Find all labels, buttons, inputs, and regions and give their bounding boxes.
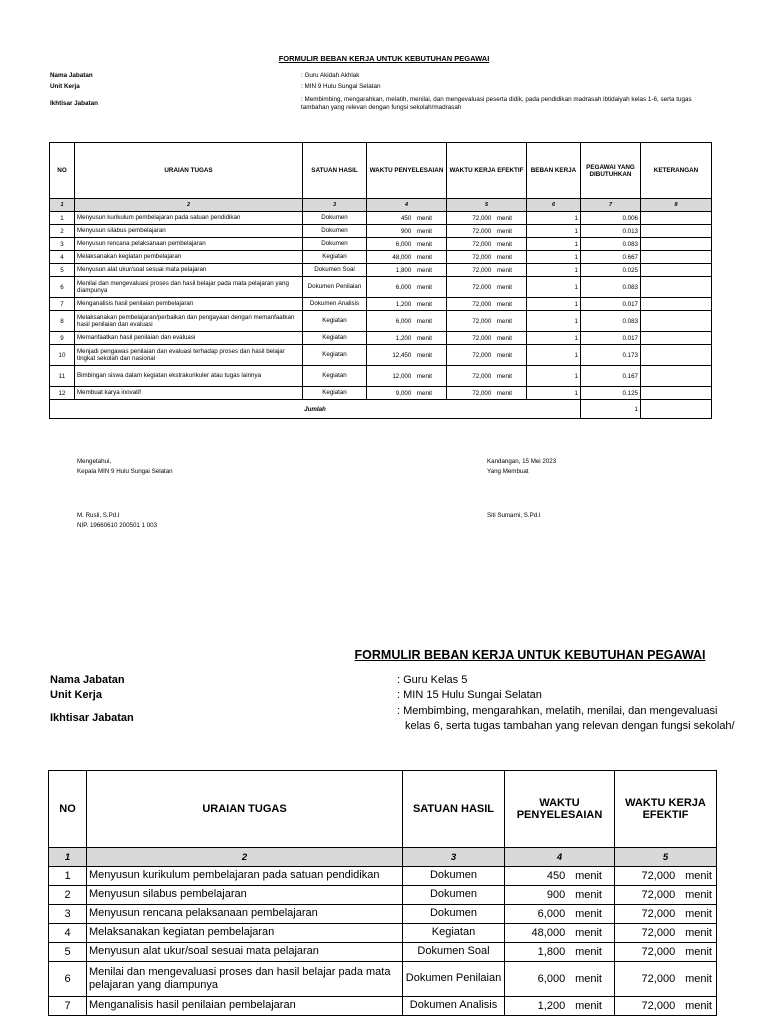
cell-task: Melaksanakan kegiatan pembelajaran (87, 924, 403, 943)
cell-unit: Dokumen Penilaian (403, 962, 505, 997)
field-label-unit-kerja: Unit Kerja (50, 83, 80, 90)
cell-unit: Dokumen Analisis (403, 997, 505, 1016)
header-pegawai-dibutuhkan: PEGAWAI YANG DIBUTUHKAN (581, 143, 641, 199)
cell-time-unit: menit (416, 300, 432, 308)
cell-unit: Dokumen (403, 905, 505, 924)
cell-load: 1 (527, 251, 581, 264)
header-no: NO (49, 771, 87, 848)
cell-effective-value: 72,000 (472, 253, 492, 261)
col-number: 2 (87, 848, 403, 867)
cell-load: 1 (527, 332, 581, 345)
cell-need: 0.017 (581, 298, 641, 311)
cell-time (367, 387, 447, 400)
cell-time-value: 6,000 (395, 283, 412, 291)
header-uraian-tugas: URAIAN TUGAS (87, 771, 403, 848)
field-label-unit-kerja: Unit Kerja (50, 689, 102, 701)
header-satuan-hasil: SATUAN HASIL (403, 771, 505, 848)
cell-load: 1 (527, 366, 581, 387)
sign-right-line1: Kandangan, 15 Mei 2023 (487, 458, 557, 465)
cell-need: 0.167 (581, 366, 641, 387)
cell-effective-value: 72,000 (641, 908, 676, 920)
cell-note (641, 277, 712, 298)
cell-time-unit: menit (416, 253, 432, 261)
table-row (50, 366, 712, 387)
form-title: FORMULIR BEBAN KERJA UNTUK KEBUTUHAN PEGAWAI (354, 648, 706, 662)
cell-effective-value: 72,000 (472, 227, 492, 235)
cell-effective-value: 72,000 (641, 927, 676, 939)
cell-time (505, 997, 615, 1016)
cell-effective (615, 886, 717, 905)
cell-time-unit: menit (416, 266, 432, 274)
cell-effective-unit: menit (685, 889, 712, 901)
field-value-unit-kerja: : MIN 9 Hulu Sungai Selatan (301, 83, 381, 90)
cell-effective-unit: menit (496, 253, 512, 261)
header-no: NO (50, 143, 75, 199)
workload-form-2 (0, 600, 768, 1024)
cell-task: Menyusun alat ukur/soal sesuai mata pelajaran (75, 264, 303, 277)
cell-need: 0.173 (581, 345, 641, 366)
col-number: 1 (50, 199, 75, 212)
column-number-row (50, 199, 712, 212)
table-row (49, 924, 717, 943)
table-row (50, 298, 712, 311)
cell-time-unit: menit (575, 908, 602, 920)
cell-time-value: 12,450 (392, 351, 412, 359)
table-row (49, 997, 717, 1016)
signature-left-name (77, 511, 157, 531)
table-row (50, 345, 712, 366)
cell-effective-unit: menit (685, 1000, 712, 1012)
table-row (50, 311, 712, 332)
cell-time-value: 6,000 (395, 240, 412, 248)
cell-time (505, 943, 615, 962)
cell-time-value: 1,200 (395, 334, 412, 342)
cell-time-value: 6,000 (537, 973, 566, 985)
cell-effective-value: 72,000 (472, 389, 492, 397)
cell-no: 4 (50, 251, 75, 264)
cell-time (367, 251, 447, 264)
table-row (50, 238, 712, 251)
col-number: 2 (75, 199, 303, 212)
col-number: 6 (527, 199, 581, 212)
cell-task: Bimbingan siswa dalam kegiatan ekstrakurikuler atau tugas lainnya (75, 366, 303, 387)
cell-effective (447, 264, 527, 277)
cell-time (367, 311, 447, 332)
cell-effective-value: 72,000 (641, 889, 676, 901)
cell-effective (447, 225, 527, 238)
cell-task: Melaksanakan kegiatan pembelajaran (75, 251, 303, 264)
sign-left-line2: Kepala MIN 9 Hulu Sungai Selatan (77, 468, 173, 475)
cell-time-unit: menit (416, 227, 432, 235)
cell-load: 1 (527, 238, 581, 251)
cell-task: Menjadi pengawas penilaian dan evaluasi terhadap proses dan hasil belajar tingkat sekolah dan nasional (75, 345, 303, 366)
cell-time (505, 886, 615, 905)
cell-time (367, 298, 447, 311)
cell-need: 0.667 (581, 251, 641, 264)
cell-need: 0.006 (581, 212, 641, 225)
cell-unit: Kegiatan (303, 251, 367, 264)
cell-effective (447, 387, 527, 400)
cell-no: 5 (50, 264, 75, 277)
cell-no: 1 (50, 212, 75, 225)
cell-note (641, 366, 712, 387)
cell-effective-value: 72,000 (472, 240, 492, 248)
col-number: 3 (403, 848, 505, 867)
cell-effective-unit: menit (496, 334, 512, 342)
cell-task: Menganalisis hasil penilaian pembelajaran (87, 997, 403, 1016)
cell-effective-unit: menit (496, 227, 512, 235)
cell-time-unit: menit (416, 240, 432, 248)
col-number: 4 (367, 199, 447, 212)
field-value-ikhtisar-line2: kelas 6, serta tugas tambahan yang relevan dengan fungsi sekolah/ (405, 720, 735, 732)
sign-left-nip: NIP. 19660610 200501 1 003 (77, 522, 158, 529)
cell-effective-value: 72,000 (472, 372, 492, 380)
cell-load: 1 (527, 225, 581, 238)
cell-effective (447, 366, 527, 387)
cell-task: Menilai dan mengevaluasi proses dan hasil belajar pada mata pelajaran yang diampunya (75, 277, 303, 298)
cell-time-unit: menit (575, 870, 602, 882)
cell-load: 1 (527, 212, 581, 225)
cell-note (641, 298, 712, 311)
cell-unit: Dokumen Soal (303, 264, 367, 277)
cell-task: Memanfaatkan hasil penilaian dan evaluasi (75, 332, 303, 345)
cell-task: Menyusun rencana pelaksanaan pembelajaran (87, 905, 403, 924)
cell-unit: Dokumen (303, 238, 367, 251)
cell-need: 0.013 (581, 225, 641, 238)
col-number: 7 (581, 199, 641, 212)
cell-effective-unit: menit (685, 927, 712, 939)
cell-effective-unit: menit (685, 908, 712, 920)
table-row (50, 264, 712, 277)
field-label-nama-jabatan: Nama Jabatan (50, 72, 93, 79)
total-row (50, 400, 712, 419)
cell-no: 11 (50, 366, 75, 387)
cell-effective-unit: menit (496, 266, 512, 274)
cell-time-unit: menit (575, 1000, 602, 1012)
cell-time-unit: menit (575, 973, 602, 985)
cell-effective-unit: menit (496, 351, 512, 359)
header-waktu-kerja-efektif: WAKTU KERJA EFEKTIF (615, 771, 717, 848)
table-row (50, 332, 712, 345)
cell-load: 1 (527, 277, 581, 298)
cell-effective-unit: menit (496, 372, 512, 380)
cell-effective-value: 72,000 (472, 266, 492, 274)
cell-note (641, 238, 712, 251)
cell-time (367, 238, 447, 251)
table-row (50, 251, 712, 264)
cell-need: 0.083 (581, 238, 641, 251)
cell-effective (447, 251, 527, 264)
cell-unit: Dokumen (303, 225, 367, 238)
cell-effective-unit: menit (496, 240, 512, 248)
cell-no: 4 (49, 924, 87, 943)
cell-time-unit: menit (416, 214, 432, 222)
cell-effective-value: 72,000 (472, 300, 492, 308)
table-row (49, 886, 717, 905)
cell-time-value: 450 (400, 214, 412, 222)
cell-effective-unit: menit (685, 870, 712, 882)
signature-right-name (487, 511, 541, 521)
cell-need: 0.125 (581, 387, 641, 400)
cell-effective-value: 72,000 (641, 1000, 676, 1012)
cell-note (641, 251, 712, 264)
cell-time-value: 12,000 (392, 372, 412, 380)
form-title: FORMULIR BEBAN KERJA UNTUK KEBUTUHAN PEGAWAI (278, 54, 490, 63)
cell-no: 3 (49, 905, 87, 924)
header-waktu-penyelesaian: WAKTU PENYELESAIAN (505, 771, 615, 848)
cell-effective (447, 238, 527, 251)
cell-unit: Dokumen (303, 212, 367, 225)
cell-time-value: 48,000 (531, 927, 566, 939)
cell-effective (615, 962, 717, 997)
cell-unit: Dokumen (403, 886, 505, 905)
field-value-nama-jabatan: : Guru Kelas 5 (397, 674, 468, 686)
col-number: 1 (49, 848, 87, 867)
field-value-ikhtisar: : Membimbing, mengarahkan, melatih, menilai, dan mengevaluasi (397, 705, 718, 717)
header-row (50, 143, 712, 199)
cell-time-value: 900 (400, 227, 412, 235)
cell-task: Melaksanakan pembelajaran/perbaikan dan pengayaan dengan memanfaatkan hasil penilaian dan evaluasi (75, 311, 303, 332)
cell-unit: Kegiatan (303, 345, 367, 366)
cell-time (367, 225, 447, 238)
cell-time-unit: menit (416, 334, 432, 342)
cell-no: 2 (49, 886, 87, 905)
cell-no: 9 (50, 332, 75, 345)
cell-effective (447, 311, 527, 332)
signature-right (487, 457, 556, 477)
cell-effective (447, 298, 527, 311)
table-row (50, 277, 712, 298)
cell-unit: Kegiatan (303, 387, 367, 400)
cell-load: 1 (527, 345, 581, 366)
cell-effective (615, 924, 717, 943)
cell-task: Membuat karya inovatif (75, 387, 303, 400)
cell-time-value: 900 (546, 889, 566, 901)
cell-time (505, 867, 615, 886)
cell-time-value: 450 (546, 870, 566, 882)
sign-left-line1: Mengetahui, (77, 458, 112, 465)
cell-no: 3 (50, 238, 75, 251)
cell-effective (615, 997, 717, 1016)
cell-need: 0.083 (581, 311, 641, 332)
col-number: 3 (303, 199, 367, 212)
cell-need: 0.083 (581, 277, 641, 298)
cell-load: 1 (527, 298, 581, 311)
cell-effective (447, 345, 527, 366)
cell-effective (615, 867, 717, 886)
field-value-ikhtisar: : Membimbing, mengarahkan, melatih, menilai, dan mengevaluasi peserta didik, pada pendidikan madrasah ibtidaiyah kelas 1-6, serta tugas tambahan yang relevan dengan fungsi sekolah/madrasah (301, 96, 692, 111)
cell-time (367, 264, 447, 277)
cell-effective (447, 332, 527, 345)
cell-time (367, 332, 447, 345)
cell-no: 6 (49, 962, 87, 997)
col-number: 4 (505, 848, 615, 867)
cell-unit: Dokumen Penilaian (303, 277, 367, 298)
table-row (50, 212, 712, 225)
cell-time-unit: menit (575, 927, 602, 939)
total-label: Jumlah (50, 400, 581, 419)
cell-note (641, 264, 712, 277)
cell-time (367, 345, 447, 366)
cell-time-unit: menit (416, 283, 432, 291)
cell-time-value: 48,000 (392, 253, 412, 261)
cell-effective (615, 943, 717, 962)
signature-left (77, 457, 173, 477)
sign-left-name: M. Rusli, S.Pd.I (77, 512, 120, 519)
cell-unit: Dokumen Analisis (303, 298, 367, 311)
cell-effective-unit: menit (496, 317, 512, 325)
cell-task: Menyusun silabus pembelajaran (75, 225, 303, 238)
cell-time-value: 6,000 (537, 908, 566, 920)
cell-no: 6 (50, 277, 75, 298)
sign-right-name: Siti Sumarni, S.Pd.I (487, 512, 541, 519)
cell-time-unit: menit (416, 389, 432, 397)
header-satuan-hasil: SATUAN HASIL (303, 143, 367, 199)
cell-effective-value: 72,000 (472, 334, 492, 342)
cell-note (641, 387, 712, 400)
table-row (50, 387, 712, 400)
cell-effective-value: 72,000 (472, 283, 492, 291)
cell-time (367, 212, 447, 225)
header-beban-kerja: BEBAN KERJA (527, 143, 581, 199)
cell-effective (615, 905, 717, 924)
cell-time-value: 1,200 (537, 1000, 566, 1012)
header-keterangan: KETERANGAN (641, 143, 712, 199)
cell-effective-unit: menit (496, 300, 512, 308)
cell-no: 1 (49, 867, 87, 886)
workload-table (49, 142, 712, 419)
cell-no: 7 (50, 298, 75, 311)
header-uraian-tugas: URAIAN TUGAS (75, 143, 303, 199)
cell-time-unit: menit (416, 372, 432, 380)
cell-time-value: 1,800 (395, 266, 412, 274)
cell-time-value: 1,200 (395, 300, 412, 308)
cell-task: Menyusun kurikulum pembelajaran pada satuan pendidikan (75, 212, 303, 225)
sign-right-line2: Yang Membuat (487, 468, 529, 475)
cell-effective-unit: menit (496, 389, 512, 397)
cell-task: Menyusun silabus pembelajaran (87, 886, 403, 905)
cell-time-unit: menit (416, 317, 432, 325)
cell-task: Menyusun rencana pelaksanaan pembelajaran (75, 238, 303, 251)
cell-effective-unit: menit (685, 946, 712, 958)
cell-note (641, 225, 712, 238)
col-number: 8 (641, 199, 712, 212)
cell-note (641, 345, 712, 366)
table-row (49, 905, 717, 924)
cell-effective-value: 72,000 (472, 214, 492, 222)
field-label-nama-jabatan: Nama Jabatan (50, 674, 125, 686)
cell-note (641, 311, 712, 332)
cell-note (641, 212, 712, 225)
cell-time-unit: menit (416, 351, 432, 359)
col-number: 5 (447, 199, 527, 212)
cell-unit: Dokumen (403, 867, 505, 886)
cell-effective (447, 212, 527, 225)
cell-effective-value: 72,000 (472, 317, 492, 325)
field-value-unit-kerja: : MIN 15 Hulu Sungai Selatan (397, 689, 542, 701)
table-row (49, 943, 717, 962)
cell-time-value: 9,000 (395, 389, 412, 397)
cell-effective-value: 72,000 (641, 973, 676, 985)
cell-unit: Dokumen Soal (403, 943, 505, 962)
header-waktu-kerja-efektif: WAKTU KERJA EFEKTIF (447, 143, 527, 199)
table-row (50, 225, 712, 238)
cell-need: 0.017 (581, 332, 641, 345)
cell-effective-unit: menit (685, 973, 712, 985)
header-waktu-penyelesaian: WAKTU PENYELESAIAN (367, 143, 447, 199)
cell-time (367, 366, 447, 387)
cell-no: 5 (49, 943, 87, 962)
cell-unit: Kegiatan (303, 366, 367, 387)
field-label-ikhtisar: Ikhtisar Jabatan (50, 712, 134, 724)
cell-time-value: 1,800 (537, 946, 566, 958)
total-value: 1 (581, 400, 641, 419)
cell-time (505, 905, 615, 924)
cell-load: 1 (527, 264, 581, 277)
cell-effective-value: 72,000 (641, 946, 676, 958)
header-row (49, 771, 717, 848)
cell-unit: Kegiatan (303, 311, 367, 332)
cell-task: Menganalisis hasil penilaian pembelajaran (75, 298, 303, 311)
cell-time-unit: menit (575, 889, 602, 901)
cell-task: Menyusun kurikulum pembelajaran pada satuan pendidikan (87, 867, 403, 886)
cell-effective-value: 72,000 (472, 351, 492, 359)
cell-no: 7 (49, 997, 87, 1016)
cell-effective-value: 72,000 (641, 870, 676, 882)
cell-effective-unit: menit (496, 214, 512, 222)
cell-no: 10 (50, 345, 75, 366)
total-note (641, 400, 712, 419)
table-row (49, 867, 717, 886)
cell-time (505, 962, 615, 997)
cell-task: Menilai dan mengevaluasi proses dan hasil belajar pada mata pelajaran yang diampunya (87, 962, 403, 997)
table-row (49, 962, 717, 997)
field-value-nama-jabatan: : Guru Akidah Akhlak (301, 72, 360, 79)
cell-task: Menyusun alat ukur/soal sesuai mata pelajaran (87, 943, 403, 962)
workload-table (48, 770, 717, 1016)
cell-load: 1 (527, 387, 581, 400)
cell-note (641, 332, 712, 345)
cell-unit: Kegiatan (303, 332, 367, 345)
cell-time (367, 277, 447, 298)
column-number-row (49, 848, 717, 867)
cell-no: 2 (50, 225, 75, 238)
cell-load: 1 (527, 311, 581, 332)
cell-no: 12 (50, 387, 75, 400)
cell-no: 8 (50, 311, 75, 332)
cell-effective-unit: menit (496, 283, 512, 291)
cell-time-value: 6,000 (395, 317, 412, 325)
cell-unit: Kegiatan (403, 924, 505, 943)
cell-time-unit: menit (575, 946, 602, 958)
cell-effective (447, 277, 527, 298)
cell-time (505, 924, 615, 943)
col-number: 5 (615, 848, 717, 867)
field-label-ikhtisar: Ikhtisar Jabatan (50, 100, 98, 107)
cell-need: 0.025 (581, 264, 641, 277)
